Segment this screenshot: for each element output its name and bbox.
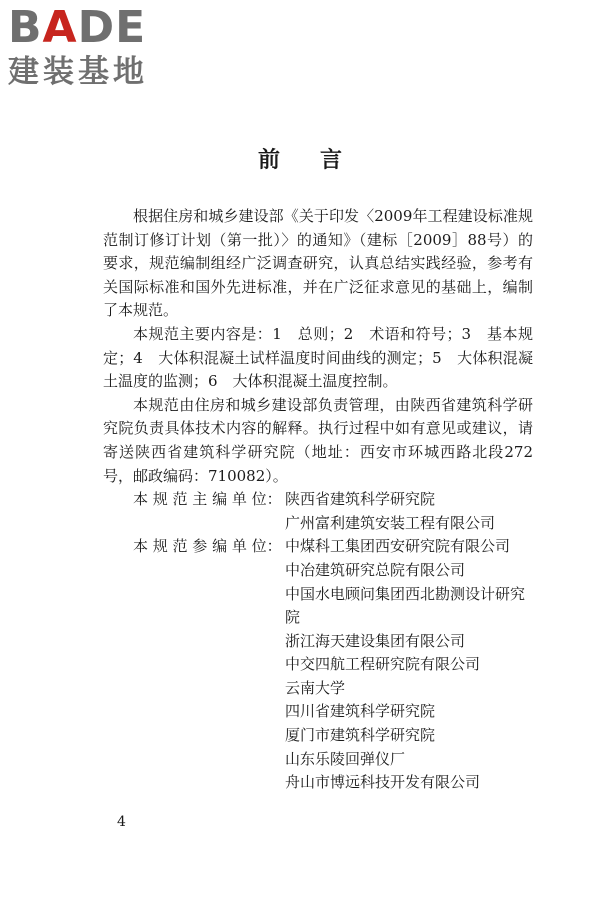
unit-item: 浙江海天建设集团有限公司	[285, 631, 466, 650]
participating-units	[103, 535, 533, 795]
unit-item: 舟山市博远科技开发有限公司	[285, 773, 481, 792]
unit-item: 中冶建筑研究总院有限公司	[285, 560, 466, 579]
unit-item: 广州富利建筑安装工程有限公司	[285, 513, 496, 532]
paragraph-management: 本规范由住房和城乡建设部负责管理，由陕西省建筑科学研究院负责具体技术内容的解释。执行过程中如有意见或建议，请寄送陕西省建筑科学研究院（地址：西安市环城西路北段272号，邮政编码：710082）。	[103, 395, 533, 485]
paragraph-basis: 根据住房和城乡建设部《关于印发〈2009年工程建设标准规范制订修订计划（第一批）〉的通知》（建标［2009］88号）的要求，规范编制组经广泛调查研究，认真总结实践经验，参考有关国际标准和国外先进标准，并在广泛征求意见的基础上，编制了本规范。	[103, 207, 533, 320]
logo-accent-letter: A	[42, 2, 78, 53]
page-number: 4	[117, 814, 126, 830]
preface-body	[103, 205, 533, 795]
chief-units	[103, 488, 533, 535]
participating-units-label: 本 规 范 参 编 单 位：	[133, 537, 282, 556]
unit-item: 四川省建筑科学研究院	[285, 702, 436, 721]
unit-item: 中交四航工程研究院有限公司	[285, 655, 481, 674]
unit-item: 山东乐陵回弹仪厂	[285, 749, 406, 768]
page-title: 前言	[257, 147, 382, 173]
paragraph-contents: 本规范主要内容是：1 总则；2 术语和符号；3 基本规定；4 大体积混凝土试样温度时间曲线的测定；5 大体积混凝土温度的监测；6 大体积混凝土温度控制。	[103, 324, 533, 391]
unit-item: 云南大学	[285, 678, 346, 697]
unit-item: 厦门市建筑科学研究院	[285, 726, 436, 745]
unit-item: 中煤科工集团西安研究院有限公司	[285, 537, 511, 556]
chief-units-label: 本 规 范 主 编 单 位：	[133, 490, 282, 509]
chief-units-list	[285, 488, 533, 535]
unit-item: 中国水电顾问集团西北勘测设计研究院	[285, 584, 526, 627]
logo-subtitle: 建装基地	[8, 54, 148, 90]
bade-logo	[8, 4, 178, 96]
logo-wordmark: BADE	[8, 2, 147, 53]
unit-item: 陕西省建筑科学研究院	[285, 490, 436, 509]
participating-units-list	[285, 535, 533, 795]
